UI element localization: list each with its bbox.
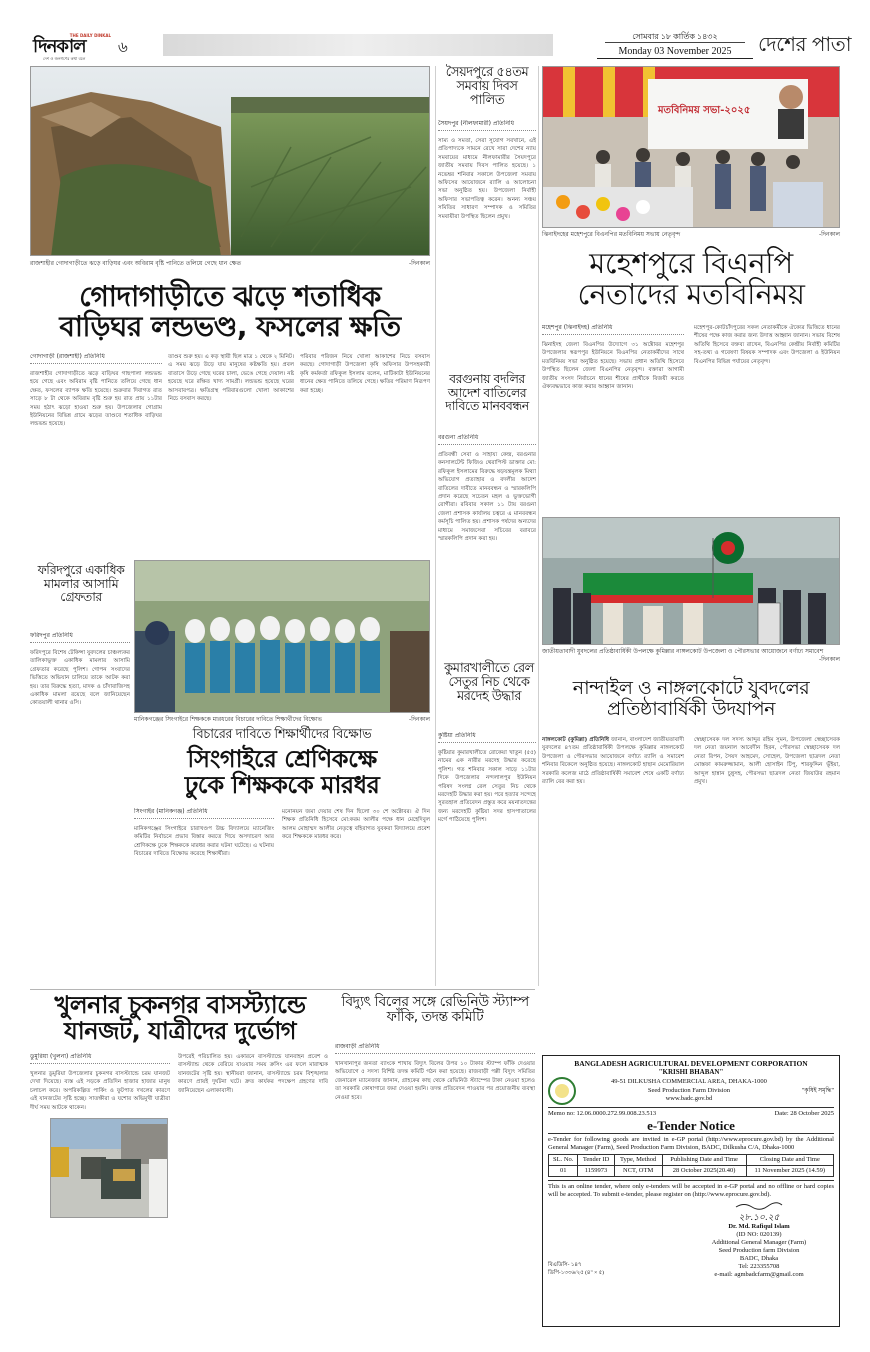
saidpur-story [438,120,536,368]
nandail-headline [542,678,840,719]
column-divider [435,66,436,986]
khulna-byline: ডুমুরিয়া (খুলনা) প্রতিনিধি [30,1053,170,1064]
electricity-byline: রাজবাড়ী প্রতিনিধি [335,1043,535,1054]
moheshpur-col2 [694,324,840,514]
signature [684,1202,834,1223]
khulna-col2 [178,1053,328,1343]
electricity-headline: বিদ্যুৎ বিলের সঙ্গে রেভিনিউ স্ট্যাম্প ফাঁকি, তদন্ত কমিটি [341,994,529,1026]
cell-type-method: NCT, OTM [614,1166,662,1177]
section-title: দেশের পাতা [758,32,852,56]
ad-intro: e-Tender for following goods are invited in e-GP portal (http://www.eprocure.gov.bd) by the Additional General Manager (Farm), Seed Production Farm Division, BADC, Dilkusha C/A, Dhaka-1000 [548,1133,834,1152]
singair-headline-line2: ঢুকে শিক্ষককে মারধর [184,770,380,799]
section-divider [30,989,535,990]
moheshpur-caption: ঝিনাইদহের মহেশপুরে বিএনপির মতবিনিময় সভায় নেতৃবৃন্দ [542,231,681,238]
bnp-meeting-image [543,67,840,228]
bus-stand-traffic-image [51,1119,168,1218]
logo-text: দিনকাল [33,36,86,57]
header-decor-bar [163,34,553,56]
badc-logo-icon [548,1077,576,1105]
date-bangla: সোমবার ১৮ কার্তিক ১৪৩২ [605,31,745,43]
cell-closing-date: 11 November 2025 (14.59) [746,1166,833,1177]
signatory-block [684,1202,834,1279]
moheshpur-photo [542,66,840,228]
ad-header-row [548,1077,834,1105]
godagari-credit: -দিনকাল [408,260,430,267]
ad-org-name: BANGLADESH AGRICULTURAL DEVELOPMENT CORPORATION [574,1059,808,1068]
electricity-story [335,1043,535,1343]
col-publishing-date: Publishing Date and Time [662,1155,746,1166]
godagari-col1 [30,353,162,558]
khulna-body-2: উপরেই পরিচালিত হয়। একারনে বাসস্ট্যান্ডে যানবাহন প্রবেশ ও বাসস্ট্যান্ড থেকে বেরিয়ে যাওয়ার সময় ক্রসিং এর ফলে মারাত্মক যানজটের সৃষ্টি হয়। স্থানীয়রা জানান, বাসস্ট্যান্ডে চরম বিশৃঙ্খলার কারণে প্রায়ই দুর্ঘটনা ঘটে। দ্রুত কার্যকর পদক্ষেপ গ্রহণের দাবি জানিয়েছেন এলাকাবাসী। [178,1054,328,1094]
saidpur-body: সাম্য ও সমতা, সেরা সুযোগ সবখানে, এই প্রতিপাদ্যকে সামনে রেখে সারা দেশের ন্যায় সমবায়ের মাধ্যমে নীলফামারীর সৈয়দপুরে জাতীয় সমবায় দিবস পালিত হয়েছে। ১ নভেম্বর শনিবার সকালে উপজেলা সমবায় অফিসের আয়োজনে র‍্যালি ও আলোচনা সভা অনুষ্ঠিত হয়। উপজেলা নির্বাহী অফিসার সভাপতিত্ব করেন। অনন্য সঞ্চয় সমিতির সাধারণ সম্পাদক ও সমিতির সমবায়ীরা উপস্থিত ছিলেন প্রমুখ। [438,138,536,220]
godagari-body-2: তাণ্ডব শুরু হয়। এ কড় স্থায়ী ছিল মাত্র ১ থেকে ২ মিনিট। এ সময় ঝড়ে উড়ে যায় মানুষের কষ্টক্ষতি হয়। প্রবল বাতাসে উড়ে গেছে ঘরের চালা, ভেঙে গেছে দেয়াল। নষ্ট হয়েছে ঘরে রক্ষিত খাদ্য সামগ্রী। লন্ডভন্ড হয়েছে ঘরের আসবাবপত্র। ক্ষতিগ্রস্থ পরিবারগুলো খোলা আকাশের নিচে বসবাস করছে। [168,354,294,403]
ad-refs [548,1261,604,1279]
saidpur-byline: সৈয়দপুর (নীলফামারী) প্রতিনিধি [438,120,536,131]
newspaper-logo [33,33,111,63]
barguna-byline: বরগুনা প্রতিনিধি [438,434,536,445]
barguna-story [438,434,536,656]
khulna-photo [50,1118,168,1218]
moheshpur-credit: -দিনকাল [818,231,840,238]
date-english: Monday 03 November 2025 [597,43,753,59]
faridpur-byline: ফরিদপুর প্রতিনিধি [30,632,130,643]
signatory-tel: Tel: 223355708 [738,1263,780,1270]
faridpur-body: ফরিদপুরে বিশেষ টেকিন্সা যুবদলের চাঞ্চল্যকর তালিকাভুক্ত একাধিক মামলার আসামি গ্রেফতার করেছে পুলিশ। গোপন সংবাদের ভিত্তিতে অভিযান চালিয়ে তাকে আটক করা হয়। তার বিরুদ্ধে হত্যা, মাদক ও চাঁদাবাজিসহ একাধিক মামলা রয়েছে বলে জানিয়েছেন কোতয়ালী থানার ওসি। [30,650,130,707]
khulna-headline-line1: খুলনার চুকনগর বাসস্ট্যান্ডে [54,991,306,1019]
col-tender-id: Tender ID [578,1155,614,1166]
godagari-photo [30,66,430,256]
faridpur-story [30,632,130,983]
ad-ref-2: ডিপি-১৩৩৬/২৫ (৪" × ৫) [548,1270,605,1276]
khulna-headline-line2: যানজট, যাত্রীদের দুর্ভোগ [63,1016,297,1045]
signatory-email: e-mail: agmbadcfarm@gmail.com [714,1271,804,1278]
tender-advertisement [542,1055,840,1327]
moheshpur-col1 [542,324,684,514]
godagari-headline-line1: গোদাগাড়ীতে ঝড়ে শতাধিক [79,280,381,313]
nandail-body-2: স্বেচ্ছাসেবক দল সদস্য আব্দুর রহিম সুমন, উপজেলা স্বেচ্ছাসেবক দল নেতা জয়নাল আবেদীন হিরন, পৌরসভা স্বেচ্ছাসেবক দল নেতা রিপন, সৈয়দ আহমেদ, সোহেল, উপজেলা ছাত্রদল নেতা মোস্তফা কামরুজ্জামান, আলী হোসাইন টিপু, শারফুদ্দিন ভূঁইয়া, আব্দুল হান্নান চুন্নুসহ, পৌরসভা ছাত্রদল নেতা জিয়াউর রহমান প্রমুখ। [694,737,840,786]
godagari-headline-line2: বাড়িঘর লন্ডভণ্ড, ফসলের ক্ষতি [59,310,401,344]
godagari-headline [30,282,430,342]
tender-table [548,1154,834,1177]
kumarkhali-body: কুষ্টিয়ার কুমারখালীতে রোকেয়া খাতুন (৫৫) নামের এক নারীর মরদেহ উদ্ধার করেছে পুলিশ। গত শনিবার সকাল সাড়ে ১১টার দিকে উপজেলার নন্দলালপুর ইউনিয়ন পরিষদ সংলগ্ন রেল সেতুর নিচ থেকে মরদেহটি উদ্ধার করা হয়। পরে হত্যার সন্দেহে সুরতহাল প্রতিবেদন প্রস্তুত করে ময়নাতদন্তের জন্য মরদেহটি কুষ্টিয়া সদর হাসপাতালের মর্গে পাঠিয়েছে পুলিশ। [438,750,536,824]
logo-english: THE DAILY DINKAL [69,33,111,38]
kumarkhali-story [438,732,536,983]
singair-headline-line1: সিংগাইরে শ্রেণিকক্ষে [187,745,377,773]
ad-note: This is an online tender, where only e-tenders will be accepted in e-GP portal and no offline or hard copies will be accepted. To submit e-tender, please register on (http://www.eprocure.gov.bd). [548,1180,834,1199]
signatory-id: (ID NO: 020139) [736,1231,782,1238]
barguna-headline: বরগুনায় বদলির আদেশ বাতিলের দাবিতে মানববন্ধন [445,371,529,413]
godagari-body-1: রাজশাহীর গোদাগাড়ীতে ঝড়ে বাড়িঘর গাছপালা লন্ডভন্ড হয়ে গেছে এবং অবিরাম বৃষ্টি পানিতে তলিয়ে গেছে ধান ক্ষেত, ফসলের ব্যাপক ক্ষতি হয়েছে। শুক্রবার দিবাগত রাত সাড়ে ৮ টা থেকে অবিরাম বৃষ্টি শুরু হয় রাত প্রায় ১১টার সময় হঠাৎ ঝড়ো হাওয়া শুরু হয়। উপজেলার গোগ্রাম ইউনিয়নের বিভিন্ন গ্রামে ঝড়ের তাণ্ডবে শতাধিক বাড়িঘর লন্ডভন্ড হয়েছে। [30,371,162,428]
signature-scribble-icon [734,1202,784,1210]
table-row [549,1166,834,1177]
page-number: ৬ [118,38,128,56]
cell-sl-no: 01 [549,1166,578,1177]
khulna-headline [30,993,330,1045]
cell-tender-id: 1159973 [578,1166,614,1177]
column-divider [538,66,539,986]
nandail-photo [542,517,840,645]
ad-footer [548,1202,834,1279]
logo-tagline: দেশ ও জনগণের কথা বলে [43,56,86,61]
ad-title: e-Tender Notice [647,1118,735,1133]
godagari-caption-row [30,260,430,268]
ad-website: www.badc.gov.bd [665,1095,713,1103]
nandail-credit: -দিনকাল [818,656,840,663]
moheshpur-body-2: মহেশপুর-কোটচাঁদপুরের সকল নেতাকর্মীকে ঐক্যের ভিত্তিতে ধানের শীষের পক্ষে কাজ করার জন্য উদাত্ত আহ্বান জানান। সভায় বিশেষ অতিথি হিসেবে বক্তব্য রাখেন, বিএনপির কেন্দ্রীয় নির্বাহী কমিটির সহ-তথ্য ও গবেষণা বিষয়ক সম্পাদক এবং উপজেলা ও ইউনিয়ন বিএনপির বিভিন্ন পর্যায়ের নেতৃবৃন্দ। [694,325,840,365]
singair-col1 [134,808,274,986]
col-closing-date: Closing Date and Time [746,1155,833,1166]
nandail-caption-row [542,648,840,664]
ad-building: "KRISHI BHABAN" [658,1068,724,1076]
ad-address: 49-51 DILKUSHA COMMERCIAL AREA, DHAKA-1000 [610,1078,767,1086]
col-sl-no: SL. No. [549,1155,578,1166]
ad-memo: Memo no: 12.06.0000.272.99.008.23.513 [548,1110,657,1117]
nandail-col2 [694,736,840,1048]
ad-division: Seed Production Farm Division [647,1086,730,1094]
nandail-col1 [542,736,684,1048]
nandail-body-1-wrap [542,736,684,786]
nandail-body-1: জানান, বাংলাদেশ জাতীয়তাবাদী যুবদলের ৪৭তম প্রতিষ্ঠাবার্ষিকী উপলক্ষে কুমিল্লার নাঙ্গলকোট উপজেলা ও পৌরসভার আয়োজনে বর্ণাঢ্য র‍্যালি ও সমাবেশ শনিবার বিকেলে অনুষ্ঠিত হয়েছে। নাঙ্গলকোট হাছান মেমোরিয়াল সরকারি কলেজ মাঠে প্রতিষ্ঠাবার্ষিকী সমাবেশ শেষে একটি বর্ণাঢ্য র‍্যালি বের করা হয়। [542,737,684,786]
singair-caption-row [134,716,430,724]
moheshpur-body-1: ঝিনাইদহ জেলা বিএনপির উদ্যোগে ৩১ অক্টোবর মহেশপুর উপজেলার স্বরূপপুর ইউনিয়নে বিএনপির নেতাকর্মীদের সাথে মতবিনিময় সভা অনুষ্ঠিত হয়েছে। সভায় প্রধান অতিথি হিসেবে উপস্থিত ছিলেন জেলা বিএনপির নেতৃবৃন্দ। বক্তারা আগামী জাতীয় সংসদ নির্বাচনে ধানের শীষের প্রার্থীকে বিজয়ী করতে ঐক্যবদ্ধভাবে কাজ করার আহ্বান জানান। [542,342,684,391]
godagari-body-3: পরিবার পরিজন নিয়ে খোলা আকাশের নিচে বসবাস করছে। গোদাগাড়ী উপজেলা কৃষি অফিসার উপসহকারী কৃষি কর্মকর্তা রফিকুল ইসলাম বলেন, মাটিকাটা ইউনিয়নের ধানের ক্ষেত পানিতে তলিয়ে গেছে। ক্ষতির পরিমাণ নিরূপণ করা হচ্ছে। [300,354,430,394]
godagari-col3 [300,353,430,558]
signature-date: ২৮.১০.২৫ [738,1213,780,1223]
cell-publishing-date: 28 October 2025(20.40) [662,1166,746,1177]
col-type-method: Type, Method [614,1155,662,1166]
signatory-division: Seed Production farm Division [718,1247,800,1254]
jubodal-rally-image [543,518,840,645]
kumarkhali-byline: কুষ্টিয়া প্রতিনিধি [438,732,536,743]
nandail-caption: জাতীয়তাবাদী যুবদলের প্রতিষ্ঠাবার্ষিকী উপলক্ষে কুমিল্লার নাঙ্গলকোট উপজেলা ও পৌরসভার আয়োজনে বর্ণাঢ্য সমাবেশ [542,648,824,655]
signatory-name: Dr. Md. Rafiqul Islam [728,1223,790,1230]
signatory-title: Additional General Manager (Farm) [711,1239,807,1246]
tender-table-header [549,1155,834,1166]
moheshpur-headline-line2: নেতাদের মতবিনিময় [577,277,805,312]
singair-photo [134,560,430,713]
khulna-body-1: খুলনার ডুমুরিয়া উপজেলার চুকনগর বাসস্ট্যান্ডে চরম যানজট দেখা দিয়েছে। ব্যস্ত এই সড়কে প্রতিদিন হাজার হাজার মানুষ চলাচল করে। অপরিকল্পিত পার্কিং ও ফুটপাত দখলের কারণে এই যানজটের সৃষ্টি হচ্ছে। সাতক্ষীরা ও যশোর অভিমুখী যাত্রীরা দীর্ঘ সময় আটকে থাকেন। [30,1071,170,1111]
singair-headline [134,747,430,799]
ad-date: Date: 28 October 2025 [774,1110,834,1117]
issue-date [597,31,753,61]
singair-byline: সিংগাইর (মানিকগঞ্জ) প্রতিনিধি [134,808,274,819]
ad-ref-1: বিএডিসি- ১৪৭ [548,1262,582,1268]
godagari-col2 [168,353,294,558]
nandail-byline: নাঙ্গলকোট (কুমিল্লা) প্রতিনিধি [542,737,610,743]
student-protest-image [135,561,430,713]
singair-kicker: বিচারের দাবিতে শিক্ষার্থীদের বিক্ষোভ [192,727,372,742]
nandail-headline-line2: প্রতিষ্ঠাবার্ষিকী উদযাপন [607,697,775,720]
electricity-body: খানখানাপুর জনতা ব্যাংকে শাখায় বিদ্যুৎ বিলের উপর ১০ টাকার স্ট্যাম্প ফাঁকি দেওয়ার অভিযোগে ৫ সদস্য বিশিষ্ট তদন্ত কমিটি গঠন করা হয়েছে। রাজবাড়ী পল্লী বিদ্যুৎ সমিতির জেনারেল ম্যানেজার জানান, গ্রাহকের কাছ থেকে রেভিনিউ স্ট্যাম্পের টাকা নেওয়া হলেও তা সরকারি কোষাগারে জমা দেওয়া হয়নি। তদন্ত প্রতিবেদন পাওয়ার পর প্রয়োজনীয় ব্যবস্থা নেওয়া হবে। [335,1061,535,1101]
kumarkhali-headline: কুমারখালীতে রেল সেতুর নিচ থেকে মরদেহ উদ্ধার [444,661,534,705]
nandail-headline-line1: নান্দাইল ও নাঙ্গলকোটে যুবদলের [572,677,810,699]
moheshpur-caption-row [542,231,840,239]
ad-slogan: "কৃষিই সমৃদ্ধি" [801,1088,834,1094]
singair-caption: মানিকগঞ্জের সিংগাইরে শিক্ষককে মারধরের বিচারের দাবিতে শিক্ষার্থীদের বিক্ষোভ [134,716,322,723]
moheshpur-headline [542,248,840,311]
godagari-byline: গোদাগাড়ী (রাজশাহী) প্রতিনিধি [30,353,162,364]
storm-damage-image [31,67,430,256]
singair-credit: -দিনকাল [408,716,430,723]
khulna-col1 [30,1053,170,1343]
godagari-caption: রাজশাহীর গোদাগাড়ীতে ঝড়ে বাড়িঘর এবং অবিরাম বৃষ্টি পানিতে তলিয়ে গেছে ধান ক্ষেত [30,260,242,267]
faridpur-headline: ফরিদপুরে একাধিক মামলার আসামি গ্রেফতার [37,562,125,604]
barguna-body: প্রতিবন্ধী সেবা ও সাহায্য কেন্দ্র, বরগুনার কনসালটেন্ট ফিজিও থেরাপিস্ট ডাক্তার মো: রফিকুল ইসলামের বিরুদ্ধে ষড়যন্ত্রমূলক মিথ্যা অভিযোগ প্রত্যাহার ও বদলীর আদেশ বাতিলের দাবীতে মানববন্ধন ও স্মারকলিপি প্রদান করেছে সচেতন মহল ও ভুক্তভোগী রোগীরা। রবিবার সকাল ১১ টায় বরগুনা জেলা প্রশাসক কার্যালয় চত্বরে এ মানববন্ধন কর্মসূচি পালিত হয়। প্রশাসক পর্ষদের অন্যদের মাধ্যমে সমাজসেবা সচিবের বরাবরে স্মারকলিপি প্রদান করা হয়। [438,452,536,543]
singair-body-2: মনোনয়ন জমা দেয়ার শেষ দিন ছিলো ৩০ শে অক্টোবর। ঐ দিন শিক্ষক প্রতিনিধি হিসেবে মো:করম আলীর পক্ষে ধান মেহেদিবুল আলম মোহাম্মদ আলীর নেতৃত্বে বহিরাগত যুবকরা বিদ্যালয়ে প্রবেশ করে শিক্ষককে মারধর করে। [282,809,430,841]
singair-body-1: মানিকগঞ্জের সিংগাইরে চারাখণ্ডপ উচ্চ বিদ্যালয়ে ম্যানেজিং কমিটির নির্বাচনে প্রভাব বিস্তার করতে গিয়ে অসদাচরণ আর শ্রেণিকক্ষে ঢুকে শিক্ষককে মারধর করার ঘটনা ঘটেছে। এ ঘটনায় বিচারের দাবিতে বিক্ষোভ করেছে শিক্ষার্থীরা। [134,826,274,858]
singair-col2 [282,808,430,986]
moheshpur-headline-line1: মহেশপুরে বিএনপি [589,246,793,280]
signatory-org: BADC, Dhaka [739,1255,779,1262]
saidpur-headline: সৈয়দপুরে ৫৪তম সমবায় দিবস পালিত [445,65,529,109]
moheshpur-byline: মহেশপুর (ঝিনাইদহ) প্রতিনিধি [542,324,684,335]
banner-text: মতবিনিময় সভা-২০২৫ [658,105,751,116]
